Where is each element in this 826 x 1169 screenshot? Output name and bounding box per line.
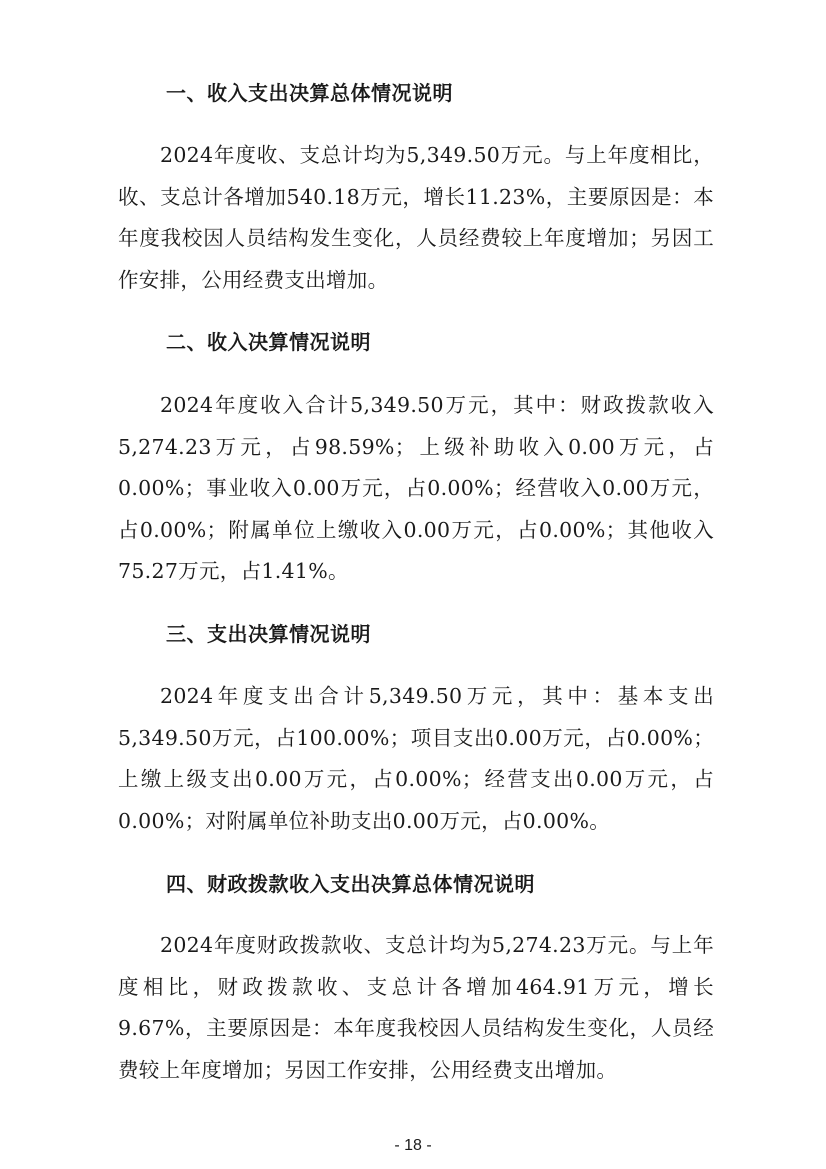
- section-heading-1: 一、收入支出决算总体情况说明: [166, 81, 453, 105]
- page-number: - 18 -: [394, 1137, 432, 1154]
- section-paragraph-3: 2024年度支出合计5,349.50万元，其中：基本支出5,349.50万元，占100.00%；项目支出0.00万元，占0.00%；上缴上级支出0.00万元，占0.00%；经营支出0.00万元，占0.00%；对附属单位补助支出0.00万元，占0.00%。: [118, 684, 714, 833]
- section-heading-4: 四、财政拨款收入支出决算总体情况说明: [166, 872, 535, 896]
- section-heading-2: 二、收入决算情况说明: [166, 330, 371, 354]
- section-paragraph-4: 2024年度财政拨款收、支总计均为5,274.23万元。与上年度相比，财政拨款收、支总计各增加464.91万元，增长9.67%，主要原因是：本年度我校因人员结构发生变化，人员经费较上年度增加；另因工作安排，公用经费支出增加。: [118, 933, 714, 1082]
- section-heading-3: 三、支出决算情况说明: [166, 622, 371, 646]
- section-paragraph-2: 2024年度收入合计5,349.50万元，其中：财政拨款收入5,274.23万元，占98.59%；上级补助收入0.00万元，占0.00%；事业收入0.00万元，占0.00%；经营收入0.00万元，占0.00%；附属单位上缴收入0.00万元，占0.00%；其他收入75.27万元，占1.41%。: [118, 393, 714, 583]
- section-paragraph-1: 2024年度收、支总计均为5,349.50万元。与上年度相比，收、支总计各增加540.18万元，增长11.23%，主要原因是：本年度我校因人员结构发生变化，人员经费较上年度增加；另因工作安排，公用经费支出增加。: [118, 143, 714, 292]
